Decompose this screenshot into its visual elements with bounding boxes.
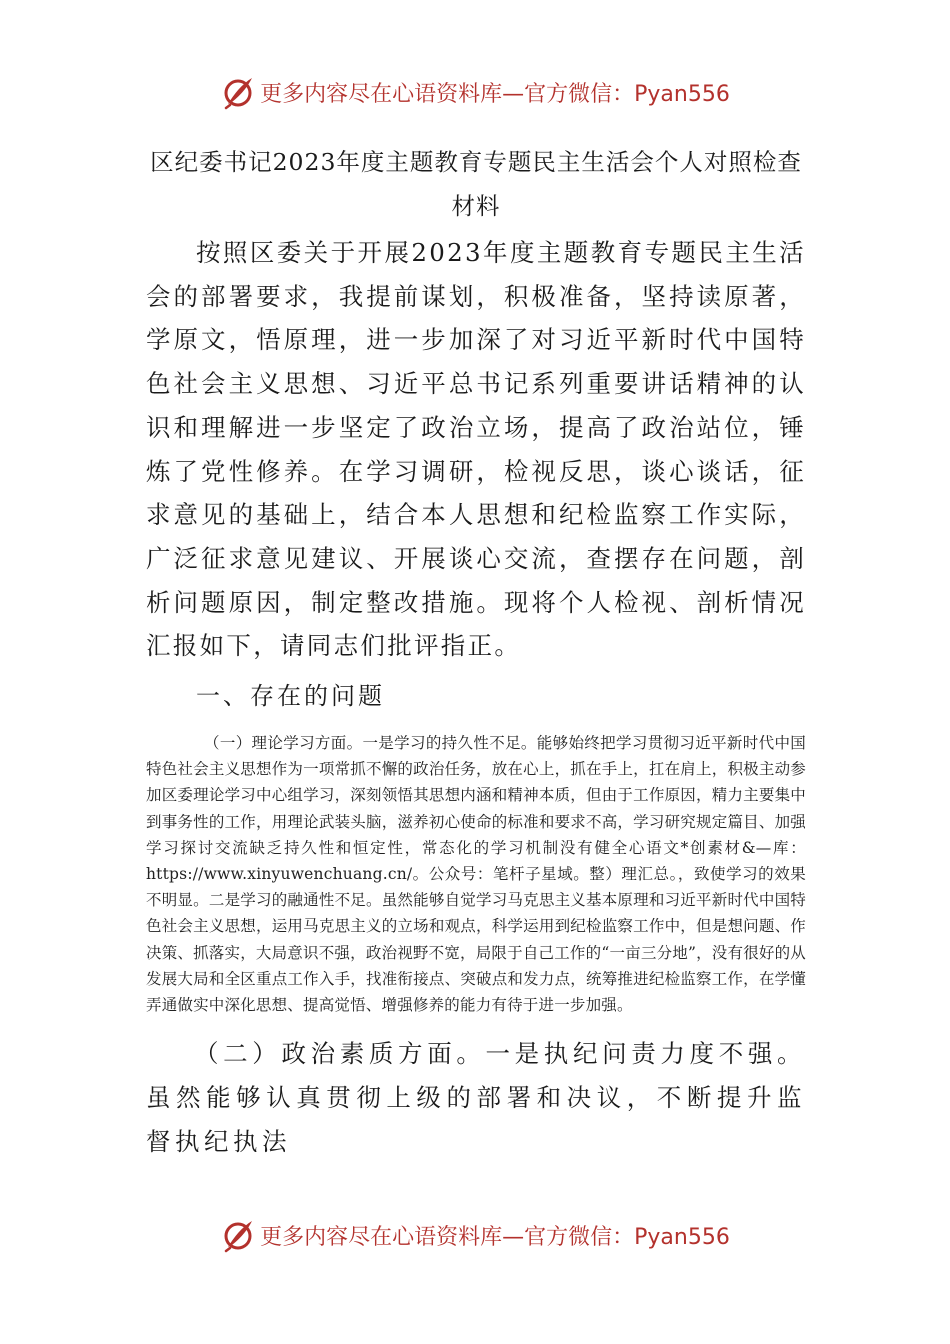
watermark-banner-top <box>0 70 950 114</box>
watermark-banner-bottom <box>0 1213 950 1257</box>
quill-ring-logo-icon <box>220 1217 256 1253</box>
document-body <box>146 140 806 1163</box>
watermark-text: 更多内容尽在心语资料库—官方微信：Pyan556 <box>260 1224 730 1250</box>
intro-paragraph: 按照区委关于开展2023年度主题教育专题民主生活会的部署要求，我提前谋划，积极准备，坚持读原著，学原文，悟原理，进一步加深了对习近平新时代中国特色社会主义思想、习近平总书记系列重要讲话精神的认识和理解进一步坚定了政治立场，提高了政治站位，锤炼了党性修养。在学习调研，检视反思，谈心谈话，征求意见的基础上，结合本人思想和纪检监察工作实际，广泛征求意见建议、开展谈心交流，查摆存在问题，剖析问题原因，制定整改措施。现将个人检视、剖析情况汇报如下，请同志们批评指正。 <box>146 238 806 661</box>
theory-study-paragraph: （一）理论学习方面。一是学习的持久性不足。能够始终把学习贯彻习近平新时代中国特色社会主义思想作为一项常抓不懈的政治任务，放在心上，抓在手上，扛在肩上，积极主动参加区委理论学习中心组学习，深刻领悟其思想内涵和精神本质，但由于工作原因，精力主要集中到事务性的工作，用理论武装头脑，滋养初心使命的标准和要求不高，学习研究规定篇目、加强学习探讨交流缺乏持久性和恒定性，常态化的学习机制没有健全心语文*创素材&—库：https://www.xinyuwenchuang.cn/。公众号：笔杆子星域。整）理汇总。，致使学习的效果不明显。二是学习的融通性不足。虽然能够自觉学习马克思主义基本原理和习近平新时代中国特色社会主义思想，运用马克思主义的立场和观点，科学运用到纪检监察工作中，但是想问题、作决策、抓落实，大局意识不强，政治视野不宽，局限于自己工作的“一亩三分地”，没有很好的从发展大局和全区重点工作入手，找准衔接点、突破点和发力点，统筹推进纪检监察工作，在学懂弄通做实中深化思想、提高觉悟、增强修养的能力有待于进一步加强。 <box>146 734 806 1015</box>
document-title: 区纪委书记2023年度主题教育专题民主生活会个人对照检查材料 <box>150 148 802 220</box>
watermark-text: 更多内容尽在心语资料库—官方微信：Pyan556 <box>260 81 730 107</box>
quill-ring-logo-icon <box>220 74 256 110</box>
section-heading-problems: 一、存在的问题 <box>196 682 385 711</box>
political-quality-paragraph: （二）政治素质方面。一是执纪问责力度不强。虽然能够认真贯彻上级的部署和决议，不断提升监督执纪执法 <box>146 1039 806 1156</box>
